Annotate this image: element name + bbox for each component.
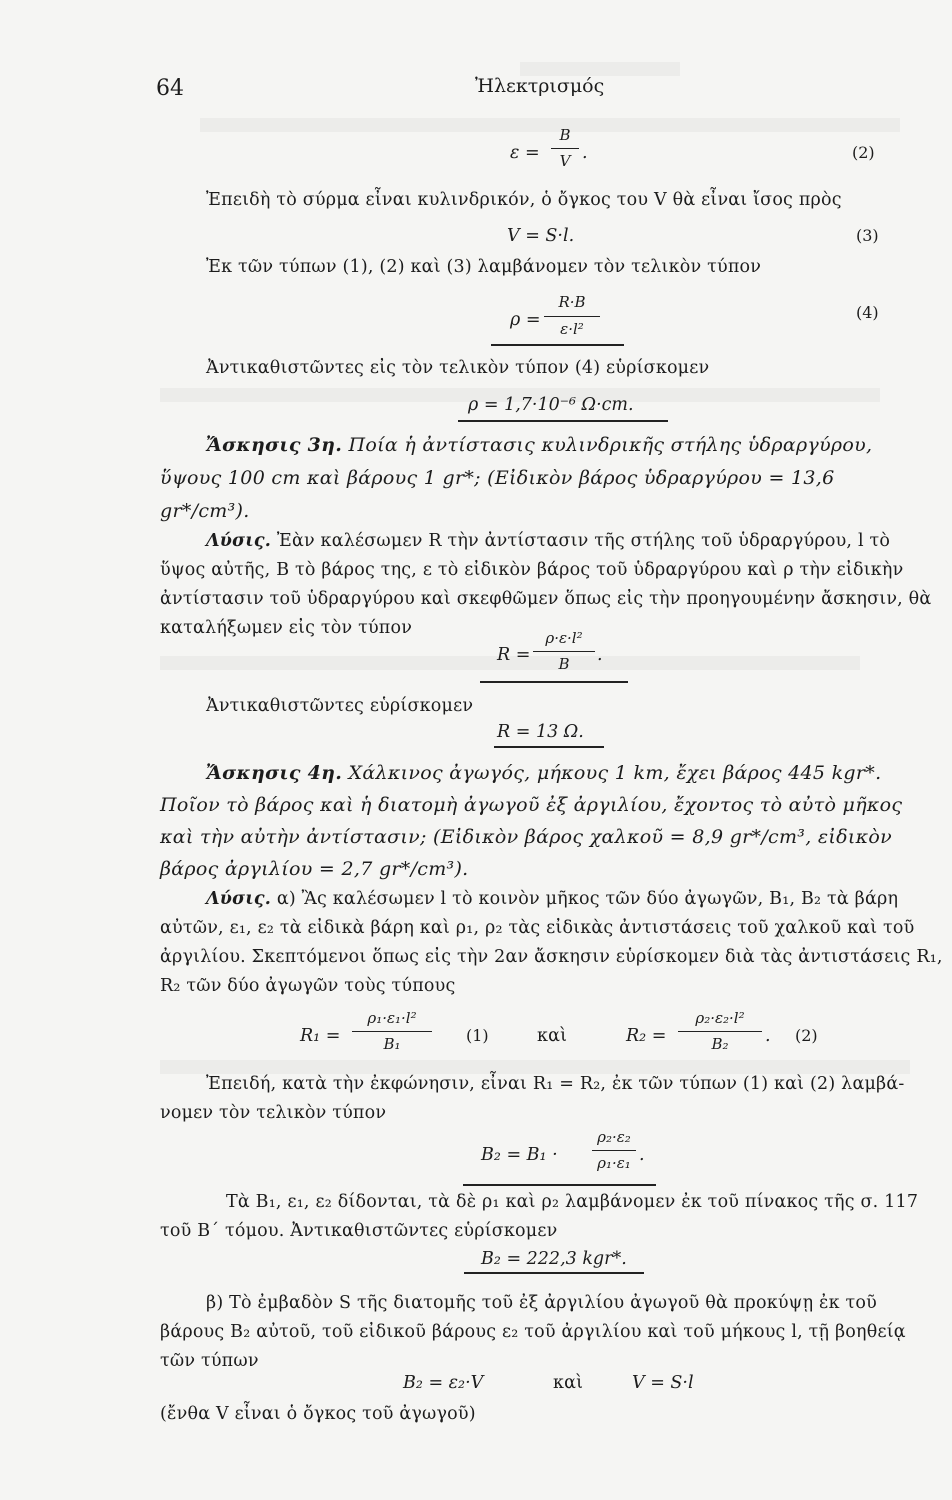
- solution-3-line-4: καταλήξωμεν εἰς τὸν τύπον: [160, 618, 413, 638]
- result-underline: [464, 1272, 644, 1274]
- equation-2-denominator: V: [559, 152, 571, 170]
- exercise-4-line-1: [206, 762, 881, 784]
- paragraph-text: νομεν τὸν τελικὸν τύπον: [160, 1103, 387, 1123]
- paragraph-text: τοῦ Β΄ τόμου. Ἀντικαθιστῶντες εὑρίσκομεν: [160, 1221, 558, 1241]
- equation-B2-numerator: ρ₂·ε₂: [597, 1128, 631, 1146]
- exercise-4-line-2: Ποῖον τὸ βάρος καὶ ἡ διατομὴ ἀγωγοῦ ἐξ ἀργιλίου, ἔχοντος τὸ αὐτὸ μῆκος: [160, 794, 903, 816]
- equation-final-left: B₂ = ε₂·V: [403, 1373, 484, 1393]
- conjunction-text: καὶ: [553, 1373, 584, 1393]
- exercise-3-line-2: ὕψους 100 cm καὶ βάρους 1 gr*; (Εἰδικὸν βάρος ὑδραργύρου = 13,6: [160, 467, 835, 489]
- paragraph-text: Τὰ B₁, ε₁, ε₂ δίδονται, τὰ δὲ ρ₁ καὶ ρ₂ λαμβάνομεν ἐκ τοῦ πίνακος τῆς σ. 117: [226, 1192, 919, 1212]
- result-3: B₂ = 222,3 kgr*.: [481, 1249, 627, 1269]
- equation-B2-denominator: ρ₁·ε₁: [597, 1154, 631, 1172]
- equation-R1-lhs: R₁ =: [300, 1026, 341, 1046]
- bleed-through: [160, 1060, 910, 1074]
- result-underline: [480, 681, 628, 683]
- equation-3: V = S·l.: [507, 226, 575, 246]
- equation-2-numerator: B: [559, 126, 571, 144]
- result-underline: [491, 344, 624, 346]
- paragraph-text: τῶν τύπων: [160, 1351, 259, 1371]
- paragraph-text: βάρους B₂ αὐτοῦ, τοῦ εἰδικοῦ βάρους ε₂ τοῦ ἀργιλίου καὶ τοῦ μήκους l, τῇ βοηθείᾳ: [160, 1322, 906, 1342]
- solution-3-line-3: ἀντίστασιν τοῦ ὑδραργύρου καὶ σκεφθῶμεν ὅπως εἰς τὴν προηγουμένην ἄσκησιν, θὰ: [160, 589, 932, 609]
- solution-3-line-1: [206, 531, 890, 551]
- equation-2-lhs: ε =: [510, 143, 540, 163]
- exercise-4-label: Ἄσκησις 4η.: [206, 762, 343, 784]
- solution-4-line-4: R₂ τῶν δύο ἀγωγῶν τοὺς τύπους: [160, 976, 456, 996]
- conjunction-text: καὶ: [537, 1026, 568, 1046]
- equation-R2-lhs: R₂ =: [626, 1026, 667, 1046]
- equation-4-denominator: ε·l²: [560, 320, 584, 338]
- fraction-bar: [533, 651, 595, 652]
- solution-3-line-2: ὕψος αὐτῆς, B τὸ βάρος της, ε τὸ εἰδικὸν βάρος τοῦ ὑδραργύρου καὶ ρ τὴν εἰδικὴν: [160, 560, 904, 580]
- solution-4-line-1: [206, 889, 898, 909]
- result-underline: [494, 746, 604, 748]
- equation-4-lhs: ρ =: [510, 310, 541, 330]
- fraction-bar: [678, 1031, 762, 1032]
- equation-2-punct: .: [582, 143, 588, 163]
- equation-R2-denominator: B₂: [711, 1035, 729, 1053]
- solution-text: Ἐὰν καλέσωμεν R τὴν ἀντίστασιν τῆς στήλης τοῦ ὑδραργύρου, l τὸ: [276, 531, 891, 551]
- fraction-bar: [592, 1150, 636, 1151]
- result-underline: [458, 420, 668, 422]
- paragraph-text: Ἐπειδή, κατὰ τὴν ἐκφώνησιν, εἶναι R₁ = R₂, ἐκ τῶν τύπων (1) καὶ (2) λαμβά-: [206, 1074, 905, 1094]
- exercise-4-text: Χάλκινος ἀγωγός, μήκους 1 km, ἔχει βάρος 445 kgr*.: [348, 762, 882, 784]
- equation-R2-numerator: ρ₂·ε₂·l²: [695, 1009, 745, 1027]
- equation-final-right: V = S·l: [632, 1373, 694, 1393]
- solution-label: Λύσις.: [206, 889, 272, 909]
- equation-R-punct: .: [597, 645, 603, 665]
- bleed-through: [520, 62, 680, 76]
- exercise-3-label: Ἄσκησις 3η.: [206, 434, 343, 456]
- equation-2-number: (2): [852, 143, 875, 162]
- result-1: ρ = 1,7·10⁻⁶ Ω·cm.: [468, 395, 634, 415]
- equation-R-numerator: ρ·ε·l²: [545, 629, 583, 647]
- fraction-bar: [352, 1031, 432, 1032]
- equation-R1-numerator: ρ₁·ε₁·l²: [367, 1009, 417, 1027]
- paragraph-text: Ἐπειδὴ τὸ σύρμα εἶναι κυλινδρικόν, ὁ ὄγκος του V θὰ εἶναι ἴσος πρὸς: [206, 190, 842, 210]
- fraction-bar: [551, 148, 579, 149]
- equation-B2-lhs: B₂ = B₁ ·: [481, 1145, 558, 1165]
- equation-R2-punct: .: [765, 1026, 771, 1046]
- result-2: R = 13 Ω.: [497, 722, 584, 742]
- exercise-4-line-3: καὶ τὴν αὐτὴν ἀντίστασιν; (Εἰδικὸν βάρος χαλκοῦ = 8,9 gr*/cm³, εἰδικὸν: [160, 826, 892, 848]
- equation-R-lhs: R =: [497, 645, 531, 665]
- paragraph-text: (ἔνθα V εἶναι ὁ ὄγκος τοῦ ἀγωγοῦ): [160, 1404, 476, 1424]
- exercise-4-line-4: βάρος ἀργιλίου = 2,7 gr*/cm³).: [160, 858, 469, 880]
- equation-R-denominator: B: [558, 655, 570, 673]
- exercise-3-line-1: [206, 434, 872, 456]
- equation-4-number: (4): [856, 303, 879, 322]
- paragraph-text: Ἀντικαθιστῶντες εὑρίσκομεν: [206, 696, 474, 716]
- equation-R1-denominator: B₁: [383, 1035, 401, 1053]
- paragraph-text: Ἀντικαθιστῶντες εἰς τὸν τελικὸν τύπον (4) εὑρίσκομεν: [206, 358, 710, 378]
- paragraph-text: Ἐκ τῶν τύπων (1), (2) καὶ (3) λαμβάνομεν τὸν τελικὸν τύπον: [206, 257, 762, 277]
- solution-4-line-2: αὐτῶν, ε₁, ε₂ τὰ εἰδικὰ βάρη καὶ ρ₁, ρ₂ τὰς εἰδικὰς ἀντιστάσεις τοῦ χαλκοῦ καὶ τοῦ: [160, 918, 915, 938]
- equation-R2-number: (2): [795, 1026, 818, 1045]
- solution-text: α) Ἂς καλέσωμεν l τὸ κοινὸν μῆκος τῶν δύο ἀγωγῶν, B₁, B₂ τὰ βάρη: [276, 889, 899, 909]
- exercise-3-line-3: gr*/cm³).: [160, 500, 250, 522]
- exercise-3-text: Ποία ἡ ἀντίστασις κυλινδρικῆς στήλης ὑδραργύρου,: [348, 434, 873, 456]
- equation-3-number: (3): [856, 226, 879, 245]
- running-title: Ἠλεκτρισμός: [475, 75, 605, 97]
- equation-R1-number: (1): [466, 1026, 489, 1045]
- solution-label: Λύσις.: [206, 531, 272, 551]
- result-underline: [463, 1184, 656, 1186]
- page-number: 64: [156, 76, 184, 101]
- equation-B2-punct: .: [639, 1145, 645, 1165]
- paragraph-text: β) Τὸ ἐμβαδὸν S τῆς διατομῆς τοῦ ἐξ ἀργιλίου ἀγωγοῦ θὰ προκύψῃ ἐκ τοῦ: [206, 1293, 877, 1313]
- fraction-bar: [544, 316, 600, 317]
- solution-4-line-3: ἀργιλίου. Σκεπτόμενοι ὅπως εἰς τὴν 2αν ἄσκησιν εὑρίσκομεν διὰ τὰς ἀντιστάσεις R₁,: [160, 947, 943, 967]
- equation-4-numerator: R·B: [558, 293, 586, 311]
